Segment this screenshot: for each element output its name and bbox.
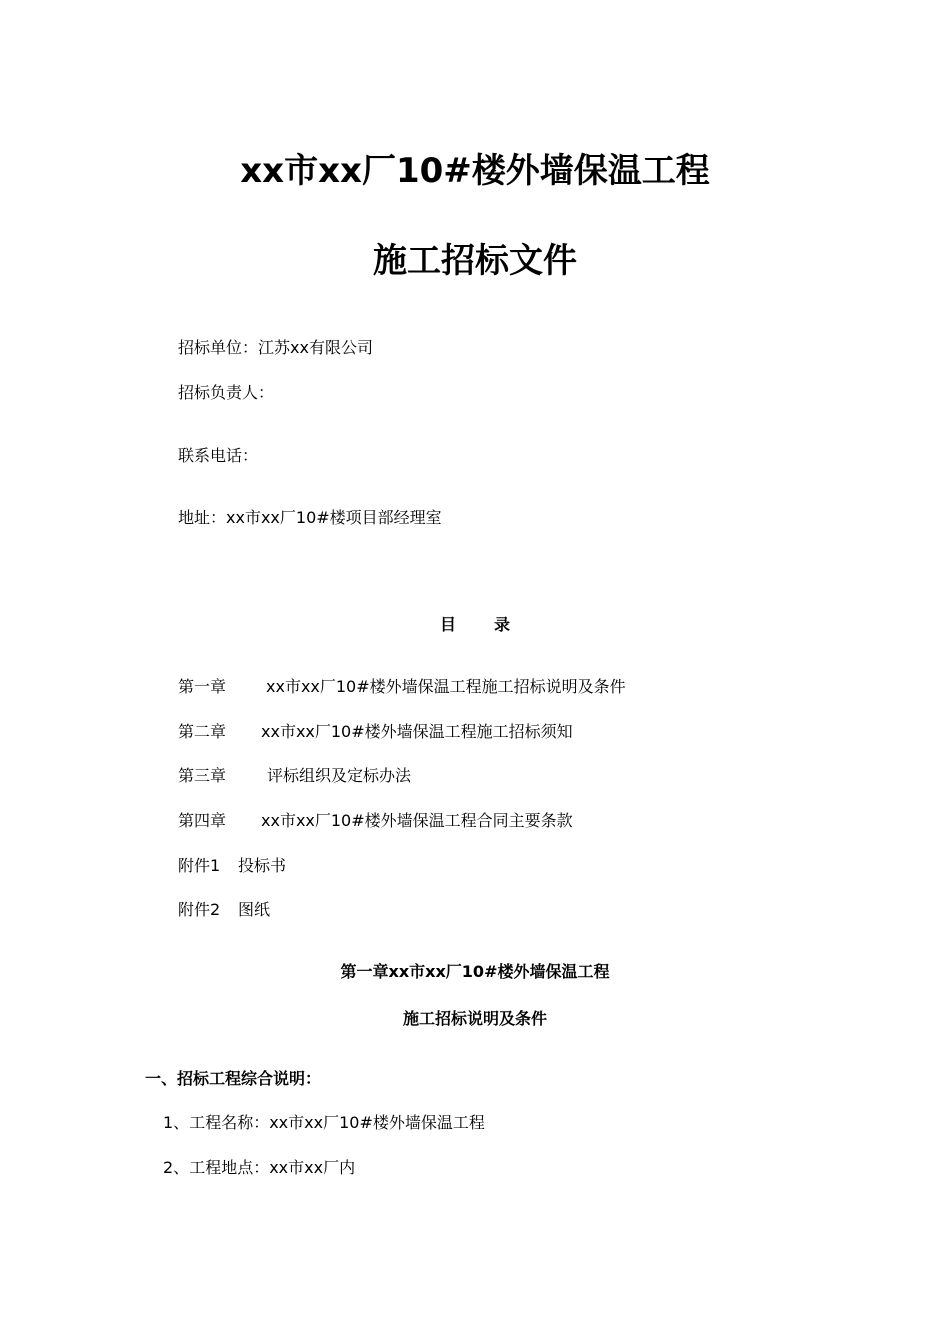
toc-item-chapter: 附件2 [178,900,221,919]
toc-item-text: xx市xx厂10#楼外墙保温工程合同主要条款 [261,811,573,830]
section-heading [145,1071,321,1087]
list-item [163,1160,355,1176]
chapter-1-subtitle [0,1011,950,1027]
tender-owner-label: 招标负责人： [178,383,275,402]
toc-item-text: 投标书 [238,856,287,875]
toc-item-chapter: 第二章 [178,722,227,741]
document-title [0,151,950,191]
contact-phone-label: 联系电话： [178,446,259,465]
section-heading-text: 一、招标工程综合说明： [145,1069,322,1088]
title-line-2: 施工招标文件 [373,241,577,281]
toc-item-chapter: 附件1 [178,856,221,875]
toc-heading [0,617,950,633]
toc-item[interactable] [178,813,573,829]
tender-unit-value: 江苏xx有限公司 [258,338,373,357]
toc-item[interactable] [178,902,270,918]
address-line [178,510,442,526]
list-item-value: xx市xx厂10#楼外墙保温工程 [269,1113,485,1132]
toc-item-chapter: 第三章 [178,766,227,785]
chapter-1-title [0,964,950,980]
toc-item-text: 评标组织及定标办法 [267,766,412,785]
toc-heading-left: 目 [439,615,456,634]
list-item-value: xx市xx厂内 [269,1158,356,1177]
tender-owner-line [178,385,274,401]
list-item-label: 工程地点： [189,1158,270,1177]
address-label: 地址： [178,508,227,527]
title-line-1: xx市xx厂10#楼外墙保温工程 [240,151,710,191]
list-item-label: 工程名称： [189,1113,270,1132]
toc-item-text: 图纸 [238,900,271,919]
list-item-number: 1、 [163,1113,190,1132]
document-subtitle [0,241,950,281]
tender-unit-line [178,340,373,356]
toc-item[interactable] [178,768,411,784]
list-item-number: 2、 [163,1158,190,1177]
chapter-1-title-line-2: 施工招标说明及条件 [402,1009,547,1028]
chapter-1-title-line-1: 第一章xx市xx厂10#楼外墙保温工程 [340,962,610,981]
contact-phone-line [178,448,258,464]
toc-item-chapter: 第四章 [178,811,227,830]
toc-item[interactable] [178,679,626,695]
toc-item[interactable] [178,724,573,740]
address-value: xx市xx厂10#楼项目部经理室 [226,508,442,527]
toc-item-chapter: 第一章 [178,677,227,696]
toc-item[interactable] [178,858,286,874]
list-item [163,1115,485,1131]
tender-unit-label: 招标单位： [178,338,259,357]
toc-heading-right: 录 [494,615,511,634]
toc-item-text: xx市xx厂10#楼外墙保温工程施工招标说明及条件 [266,677,626,696]
toc-item-text: xx市xx厂10#楼外墙保温工程施工招标须知 [261,722,573,741]
